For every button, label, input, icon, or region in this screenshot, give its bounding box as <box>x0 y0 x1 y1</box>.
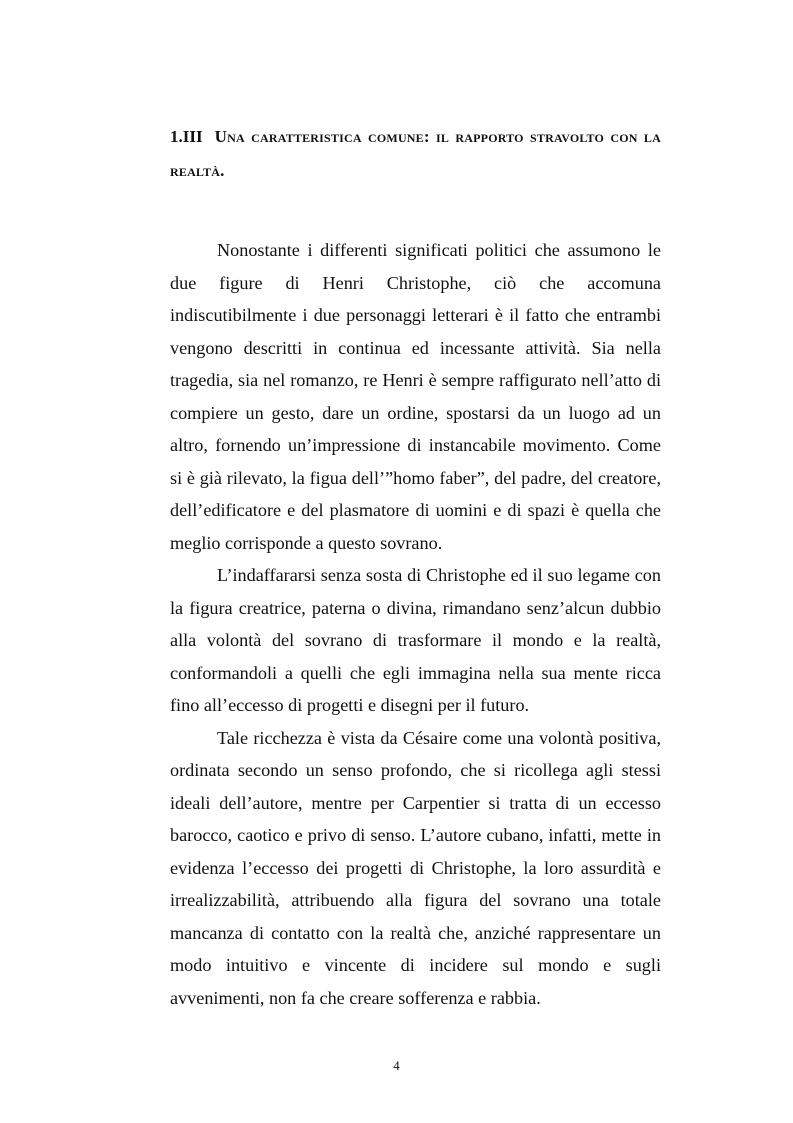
section-title: Una caratteristica comune: il rapporto stravolto con la realtà. <box>170 127 661 180</box>
paragraph: Nonostante i differenti significati politici che assumono le due figure di Henri Christophe, ciò che accomuna indiscutibilmente i due personaggi letterari è il fatto che entrambi vengono descritti in continua ed incessante attività. Sia nella tragedia, sia nel romanzo, re Henri è sempre raffigurato nell’atto di compiere un gesto, dare un ordine, spostarsi da un luogo ad un altro, fornendo un’impressione di instancabile movimento. Come si è già rilevato, la figua dell’”homo faber”, del padre, del creatore, dell’edificatore e del plasmatore di uomini e di spazi è quella che meglio corrisponde a questo sovrano. <box>170 240 661 553</box>
page-number: 4 <box>393 1058 400 1073</box>
paragraph: L’indaffararsi senza sosta di Christophe ed il suo legame con la figura creatrice, paterna o divina, rimandano senz’alcun dubbio alla volontà del sovrano di trasformare il mondo e la realtà, conformandoli a quelli che egli immagina nella sua mente ricca fino all’eccesso di progetti e disegni per il futuro. <box>170 565 661 715</box>
section-heading <box>170 120 661 188</box>
paragraph: Tale ricchezza è vista da Césaire come una volontà positiva, ordinata secondo un senso profondo, che si ricollega agli stessi ideali dell’autore, mentre per Carpentier si tratta di un eccesso barocco, caotico e privo di senso. L’autore cubano, infatti, mette in evidenza l’eccesso dei progetti di Christophe, la loro assurdità e irrealizzabilità, attribuendo alla figura del sovrano una totale mancanza di contatto con la realtà che, anziché rappresentare un modo intuitivo e vincente di incidere sul mondo e sugli avvenimenti, non fa che creare sofferenza e rabbia. <box>170 727 661 1008</box>
page-content <box>170 120 661 1014</box>
section-number: 1.III <box>170 127 203 146</box>
body-text <box>170 234 661 1014</box>
